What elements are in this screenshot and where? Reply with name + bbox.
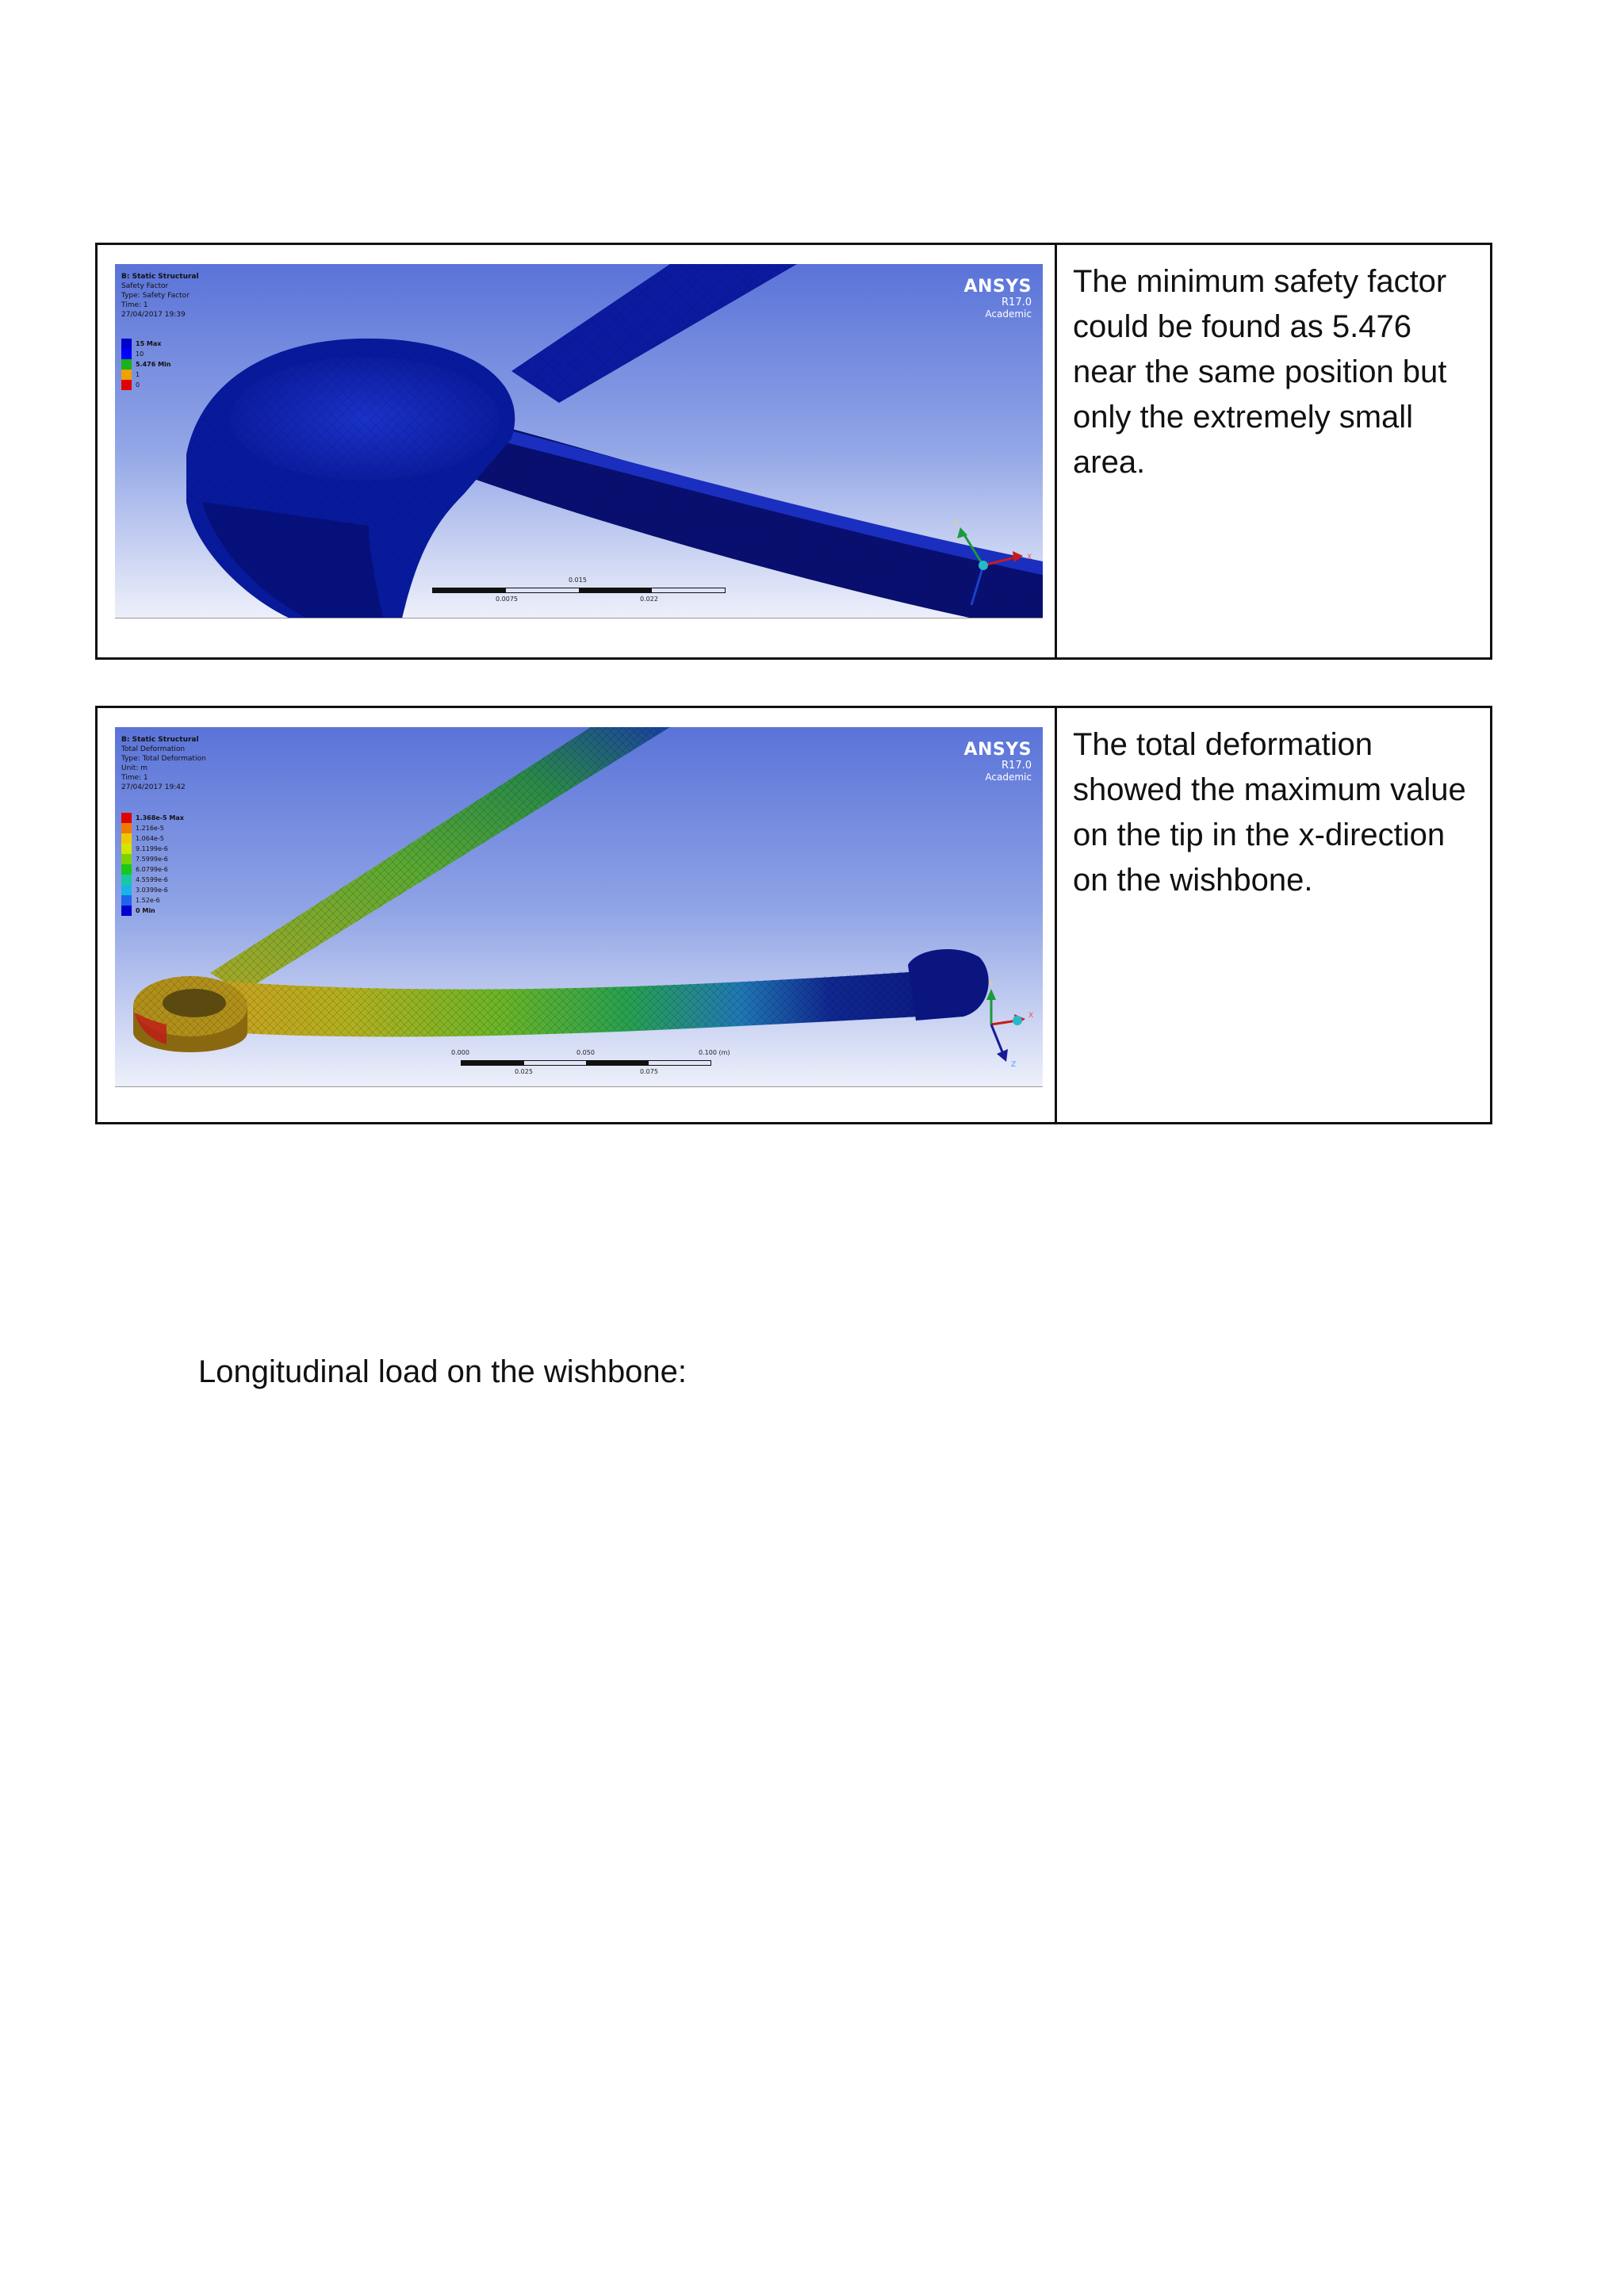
ansys-logo: [963, 277, 1032, 320]
legend-label: 4.5599e-6: [136, 876, 168, 883]
safety-factor-model: [115, 264, 1043, 625]
axis-y-label: Y: [954, 520, 959, 528]
legend-swatch: [121, 844, 132, 854]
scale-bar: [432, 576, 726, 603]
legend-label: 1.216e-5: [136, 825, 164, 832]
legend-swatch: [121, 380, 132, 390]
legend-label: 3.0399e-6: [136, 887, 168, 894]
result-time: Time: 1: [121, 301, 148, 309]
total-deformation-screenshot: [115, 727, 1043, 1093]
analysis-name: B: Static Structural: [121, 273, 199, 281]
legend-entry: [121, 823, 184, 833]
legend-swatch: [121, 823, 132, 833]
axis-x-label: X: [1028, 1012, 1034, 1020]
scale-label: 0.025: [515, 1068, 533, 1075]
view-tabs: [115, 618, 1043, 625]
legend-entry: [121, 906, 184, 916]
result-header: [121, 272, 199, 320]
legend-swatch: [121, 833, 132, 844]
result-time: Time: 1: [121, 774, 148, 782]
legend-label: 1.52e-6: [136, 897, 160, 904]
ansys-logo: [963, 740, 1032, 783]
result-header: [121, 735, 206, 792]
brand-logo-text: ANSYS: [963, 277, 1032, 297]
legend-entry: [121, 854, 184, 864]
description-cell-2: The total deformation showed the maximum value on the tip in the x-direction on the wishbone.: [1073, 727, 1466, 898]
total-deformation-model: [115, 727, 1043, 1093]
image-cell-2: [98, 708, 1057, 1122]
legend-label: 0: [136, 381, 140, 389]
legend-swatch: [121, 875, 132, 885]
tip-eye: [908, 949, 989, 1021]
result-type: Type: Safety Factor: [121, 292, 190, 300]
legend-label: 1.064e-5: [136, 835, 164, 842]
legend-swatch: [121, 864, 132, 875]
legend-label: 10: [136, 350, 144, 358]
brand-version: R17.0: [1002, 760, 1032, 772]
legend-label: 1.368e-5 Max: [136, 814, 184, 821]
legend-swatch: [121, 895, 132, 906]
scale-bar: [451, 1049, 730, 1075]
scale-label: 0.050: [576, 1049, 595, 1056]
legend-swatch: [121, 370, 132, 380]
legend-entry: [121, 875, 184, 885]
figure-table-1: [95, 243, 1492, 660]
legend-swatch: [121, 359, 132, 370]
legend-label: 0 Min: [136, 907, 155, 914]
axis-z-label: Z: [1011, 1061, 1017, 1069]
legend-entry: [121, 380, 171, 390]
result-name: Safety Factor: [121, 282, 169, 290]
axis-triad: [986, 980, 1033, 1069]
legend-swatch: [121, 349, 132, 359]
legend-entry: [121, 833, 184, 844]
color-legend: [121, 813, 184, 916]
legend-swatch: [121, 906, 132, 916]
legend-swatch: [121, 854, 132, 864]
axis-y-label: Y: [989, 980, 994, 988]
legend-entry: [121, 885, 184, 895]
legend-label: 7.5999e-6: [136, 856, 168, 863]
brand-logo-text: ANSYS: [963, 740, 1032, 760]
color-legend: [121, 339, 171, 390]
result-date: 27/04/2017 19:39: [121, 311, 186, 319]
axis-x-label: X: [1027, 553, 1032, 561]
scale-label: 0.0075: [496, 596, 518, 603]
legend-label: 1: [136, 371, 140, 378]
legend-entry: [121, 339, 171, 349]
view-tabs: [115, 1086, 1043, 1093]
legend-swatch: [121, 813, 132, 823]
legend-label: 5.476 Min: [136, 361, 171, 368]
result-type: Type: Total Deformation: [121, 755, 206, 763]
scale-label: 0.015: [569, 576, 587, 584]
legend-label: 9.1199e-6: [136, 845, 168, 852]
scale-label: 0.100 (m): [699, 1049, 730, 1056]
legend-entry: [121, 349, 171, 359]
legend-entry: [121, 370, 171, 380]
scale-label: 0.022: [640, 596, 658, 603]
result-date: 27/04/2017 19:42: [121, 783, 186, 791]
scale-label: 0.000: [451, 1049, 469, 1056]
brand-edition: Academic: [985, 772, 1032, 783]
result-name: Total Deformation: [121, 745, 186, 753]
legend-entry: [121, 895, 184, 906]
legend-swatch: [121, 885, 132, 895]
scale-label: 0.075: [640, 1068, 658, 1075]
legend-label: 15 Max: [136, 340, 162, 347]
legend-entry: [121, 864, 184, 875]
legend-label: 6.0799e-6: [136, 866, 168, 873]
figure-table-2: [95, 706, 1492, 1124]
legend-entry: [121, 813, 184, 823]
brand-edition: Academic: [985, 308, 1032, 320]
analysis-name: B: Static Structural: [121, 736, 199, 744]
legend-entry: [121, 359, 171, 370]
description-cell-1: The minimum safety factor could be found as 5.476 near the same position but only the extremely small area.: [1073, 264, 1447, 480]
image-cell-1: [98, 245, 1057, 657]
safety-factor-screenshot: [115, 264, 1043, 625]
section-heading: Longitudinal load on the wishbone:: [198, 1354, 688, 1389]
result-unit: Unit: m: [121, 764, 147, 772]
legend-entry: [121, 844, 184, 854]
legend-swatch: [121, 339, 132, 349]
brand-version: R17.0: [1002, 297, 1032, 308]
